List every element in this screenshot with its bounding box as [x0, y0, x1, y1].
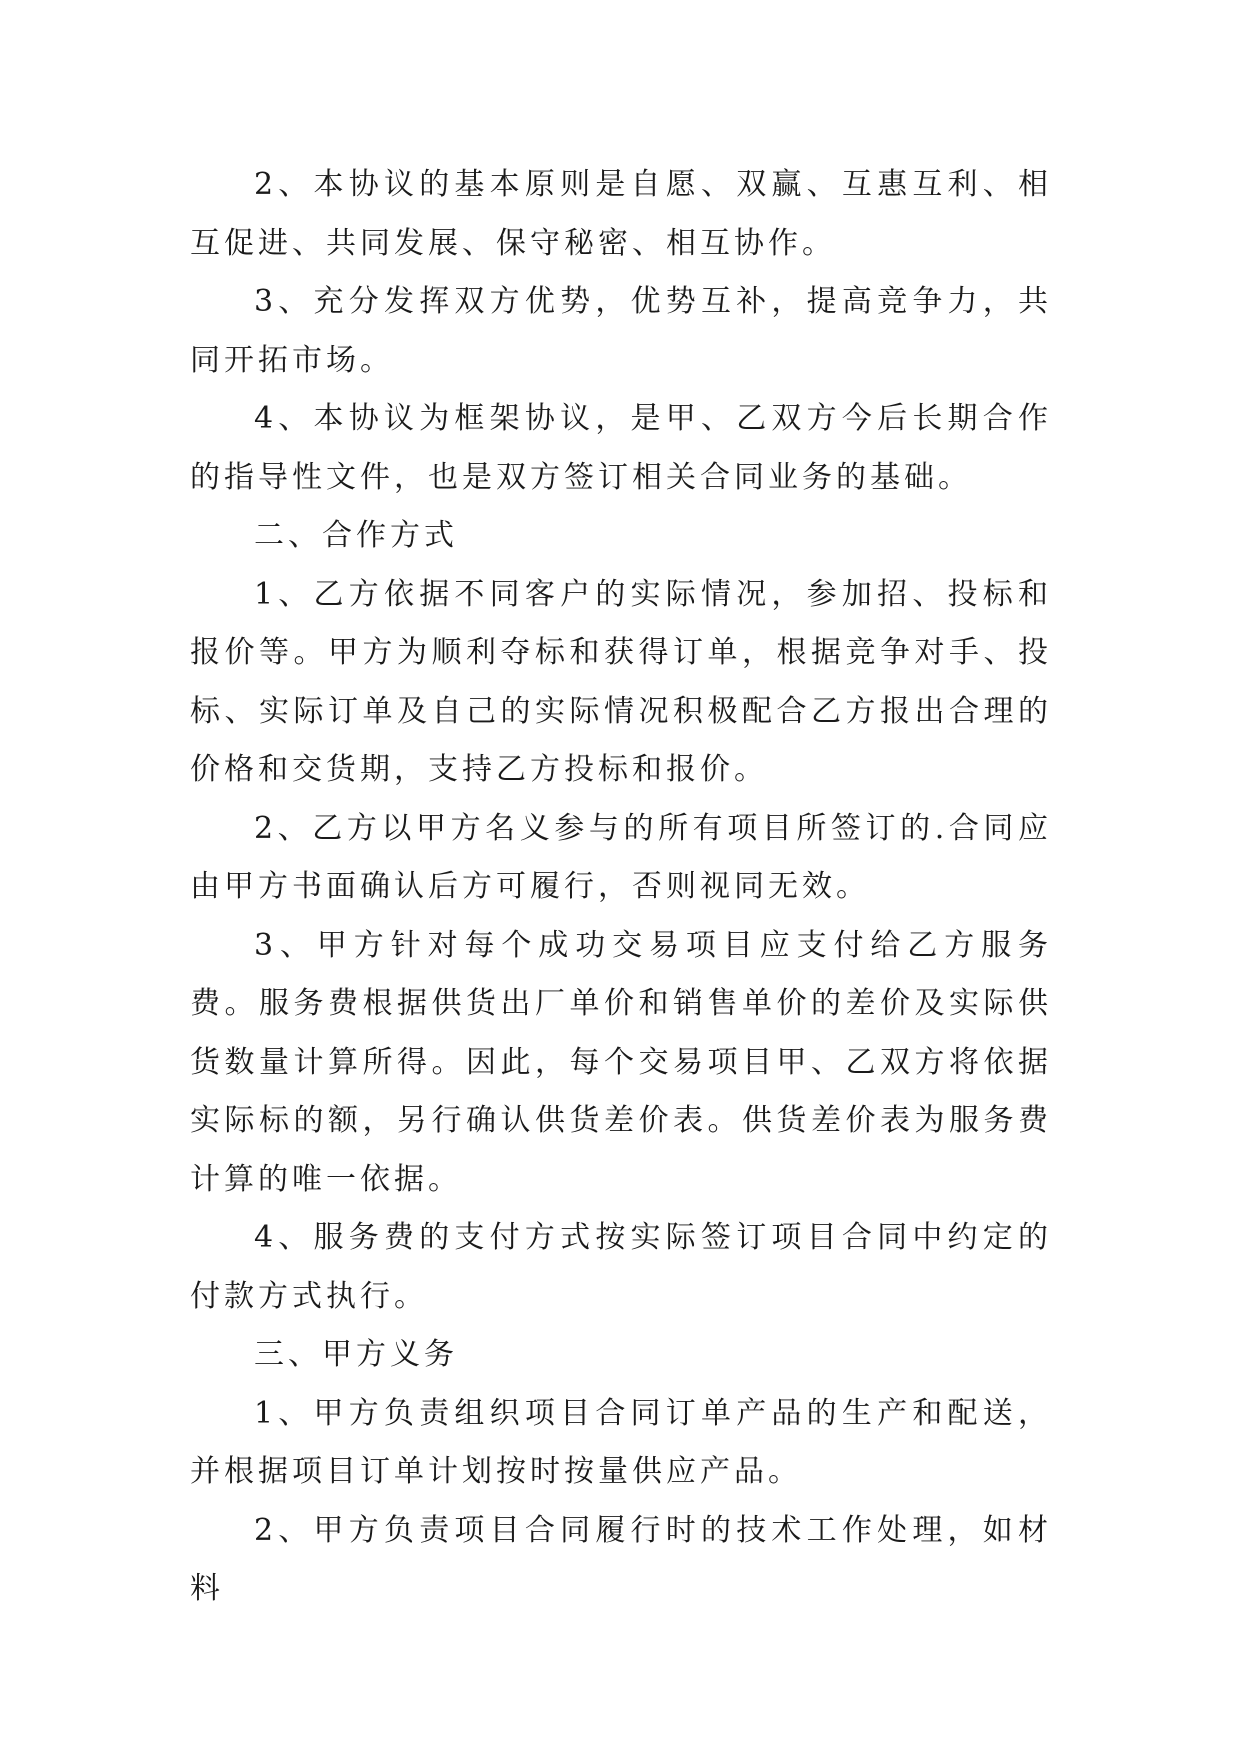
clause-paragraph: 3、甲方针对每个成功交易项目应支付给乙方服务费。服务费根据供货出厂单价和销售单价的差价及实际供货数量计算所得。因此，每个交易项目甲、乙双方将依据实际标的额，另行确认供货差价表。供货差价表为服务费计算的唯一依据。 [190, 927, 1052, 1197]
document-body [190, 156, 1052, 1619]
clause-paragraph: 2、本协议的基本原则是自愿、双赢、互惠互利、相互促进、共同发展、保守秘密、相互协作。 [190, 167, 1052, 261]
clause-paragraph: 2、甲方负责项目合同履行时的技术工作处理，如材料 [190, 1512, 1052, 1606]
clause-paragraph: 4、本协议为框架协议，是甲、乙双方今后长期合作的指导性文件，也是双方签订相关合同业务的基础。 [190, 401, 1052, 495]
clause-paragraph: 1、乙方依据不同客户的实际情况，参加招、投标和报价等。甲方为顺利夺标和获得订单，根据竞争对手、投标、实际订单及自己的实际情况积极配合乙方报出合理的价格和交货期，支持乙方投标和报价。 [190, 576, 1052, 787]
clause-paragraph: 1、甲方负责组织项目合同订单产品的生产和配送，并根据项目订单计划按时按量供应产品。 [190, 1395, 1052, 1489]
section-heading-cooperation-method: 二、合作方式 [254, 518, 458, 553]
clause-paragraph: 3、充分发挥双方优势，优势互补，提高竞争力，共同开拓市场。 [190, 284, 1052, 378]
section-heading-party-a-obligations: 三、甲方义务 [254, 1337, 458, 1372]
clause-paragraph: 4、服务费的支付方式按实际签订项目合同中约定的付款方式执行。 [190, 1220, 1052, 1314]
clause-paragraph: 2、乙方以甲方名义参与的所有项目所签订的.合同应由甲方书面确认后方可履行，否则视同无效。 [190, 810, 1052, 904]
